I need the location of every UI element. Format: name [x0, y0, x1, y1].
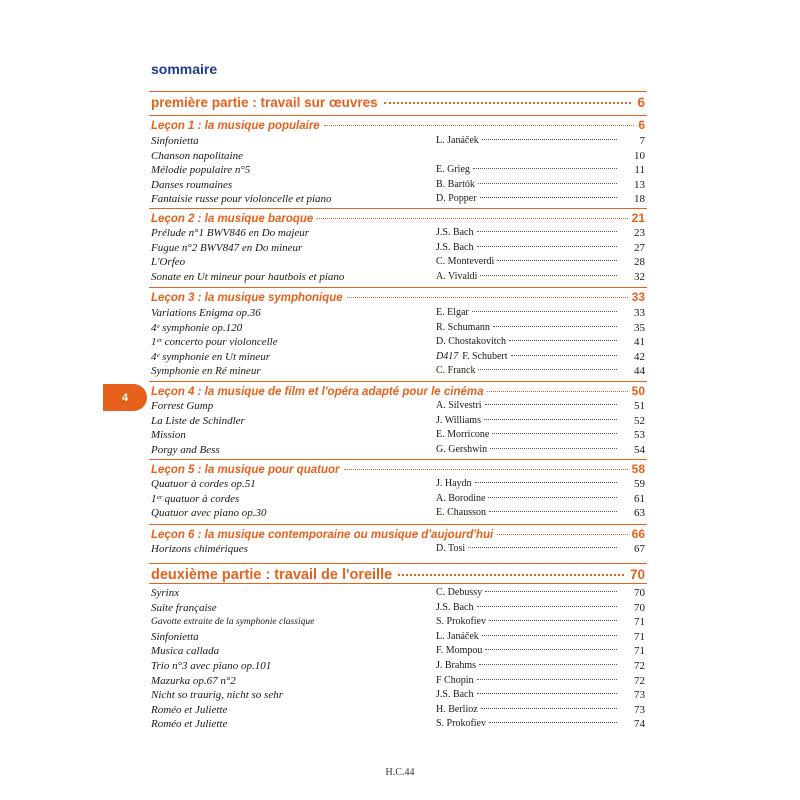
composer-cell	[436, 718, 617, 729]
toc-entry[interactable]	[151, 616, 645, 630]
composer-cell	[436, 351, 617, 362]
entry-page: 73	[634, 689, 645, 702]
entry-page: 35	[634, 321, 645, 334]
entry-page: 18	[634, 193, 645, 206]
toc-entry[interactable]	[151, 256, 645, 270]
footer-reference: H.C.44	[385, 767, 415, 778]
dot-leader	[468, 547, 617, 548]
lesson-title: Leçon 5 : la musique pour quatuor	[151, 464, 340, 476]
page-title: sommaire	[151, 61, 218, 77]
dot-leader	[344, 469, 628, 470]
toc-entry[interactable]	[151, 322, 645, 336]
work-title: Danses roumaines	[151, 178, 233, 191]
toc-entry[interactable]	[151, 150, 645, 164]
work-title: Sinfonietta	[151, 630, 199, 643]
toc-entry[interactable]	[151, 365, 645, 379]
entry-page: 10	[634, 149, 645, 162]
dot-leader	[490, 448, 617, 449]
composer-cell	[436, 602, 617, 613]
toc-entry[interactable]	[151, 478, 645, 492]
composer-name: J. Brahms	[436, 660, 476, 671]
composer-name: D. Chostakovitch	[436, 336, 506, 348]
toc-entry[interactable]	[151, 602, 645, 616]
lesson-heading[interactable]	[151, 211, 645, 225]
dot-leader	[511, 355, 617, 356]
entry-page: 42	[634, 350, 645, 363]
composer-name: D. Tosi	[436, 543, 466, 554]
work-title: Horizons chimériques	[151, 543, 248, 555]
toc-entry[interactable]	[151, 718, 645, 732]
work-title: 1ᵉʳ concerto pour violoncelle	[151, 336, 278, 349]
composer-cell	[436, 587, 617, 598]
work-title: Trio n°3 avec piano op.101	[151, 660, 272, 672]
toc-entry[interactable]	[151, 271, 645, 285]
entry-page: 70	[634, 601, 645, 614]
entry-page: 11	[634, 164, 645, 177]
dot-leader	[482, 635, 617, 636]
entry-page: 41	[634, 336, 645, 349]
composer-name: E. Chausson	[436, 507, 486, 519]
toc-entry[interactable]	[151, 675, 645, 689]
entry-page: 71	[634, 616, 645, 629]
dot-leader	[493, 326, 617, 327]
composer-cell	[436, 271, 617, 282]
composer-cell	[436, 631, 617, 642]
part-title: première partie : travail sur œuvres	[151, 95, 378, 110]
composer-name: B. Bartók	[436, 178, 475, 190]
lesson-heading[interactable]	[151, 290, 645, 304]
work-title: Sinfonietta	[151, 135, 199, 147]
lesson-page: 50	[631, 384, 645, 398]
composer-cell	[436, 179, 617, 190]
entry-page: 32	[634, 270, 645, 283]
dot-leader	[479, 664, 617, 665]
composer-cell	[436, 689, 617, 700]
composer-cell	[436, 415, 617, 426]
composer-cell	[436, 660, 617, 671]
toc-entry[interactable]	[151, 493, 645, 507]
composer-cell	[436, 164, 617, 175]
entry-page: 61	[634, 492, 645, 505]
work-title: 4ᵉ symphonie op.120	[151, 321, 243, 334]
entry-page: 52	[634, 414, 645, 427]
toc-entry[interactable]	[151, 227, 645, 241]
toc-entry[interactable]	[151, 631, 645, 645]
dot-leader	[477, 606, 618, 607]
composer-cell	[436, 135, 617, 146]
toc-entry[interactable]	[151, 660, 645, 674]
lesson-heading[interactable]	[151, 462, 645, 476]
toc-entry[interactable]	[151, 164, 645, 178]
composer-cell	[436, 543, 617, 554]
composer-name: A. Vivaldi	[436, 270, 478, 282]
work-title: Forrest Gump	[151, 400, 214, 412]
work-title: L'Orfeo	[151, 256, 186, 269]
entry-page: 70	[634, 587, 645, 599]
entry-page: 72	[634, 674, 645, 687]
composer-cell	[436, 336, 617, 347]
entry-page: 27	[634, 241, 645, 254]
composer-cell	[436, 493, 617, 504]
dot-leader	[489, 620, 617, 621]
composer-name: S. Prokofiev	[436, 616, 486, 628]
toc-entry[interactable]	[151, 543, 645, 557]
composer-name: J.S. Bach	[436, 689, 474, 701]
dot-leader	[473, 168, 617, 169]
lesson-title: Leçon 3 : la musique symphonique	[151, 292, 343, 304]
composer-cell	[436, 193, 617, 204]
toc-entry[interactable]	[151, 587, 645, 601]
dot-leader	[481, 708, 617, 709]
entry-page: 51	[634, 400, 645, 412]
toc-entry[interactable]	[151, 135, 645, 149]
lesson-page: 21	[631, 211, 645, 225]
work-title: Chanson napolitaine	[151, 149, 243, 162]
entry-page: 28	[634, 256, 645, 269]
lesson-title: Leçon 6 : la musique contemporaine ou musique d'aujourd'hui	[151, 529, 494, 541]
composer-cell	[436, 645, 617, 656]
composer-name: C. Monteverdi	[436, 256, 495, 268]
composer-name: H. Berlioz	[436, 703, 478, 715]
toc-entry[interactable]	[151, 400, 645, 414]
divider-line	[149, 91, 647, 92]
composer-cell	[436, 675, 617, 686]
composer-name: C. Debussy	[436, 587, 483, 598]
dot-leader	[492, 433, 617, 434]
catalog-number: D417	[436, 350, 459, 362]
composer-name: J.S. Bach	[436, 601, 474, 613]
entry-page: 23	[634, 227, 645, 239]
entry-page: 63	[634, 507, 645, 520]
toc-entry[interactable]	[151, 689, 645, 703]
part-page: 6	[637, 95, 645, 110]
dot-leader	[398, 574, 624, 576]
divider-line	[149, 459, 647, 460]
composer-cell	[436, 227, 617, 238]
work-title: 4ᵉ symphonie en Ut mineur	[151, 350, 270, 363]
lesson-title: Leçon 2 : la musique baroque	[151, 213, 314, 225]
work-title: Quatuor à cordes op.51	[151, 478, 256, 490]
dot-leader	[487, 391, 627, 392]
dot-leader	[324, 125, 635, 126]
composer-name: A. Silvestri	[436, 400, 482, 411]
composer-name: E. Elgar	[436, 307, 469, 318]
composer-name: F. Schubert	[462, 350, 508, 362]
entry-page: 74	[634, 718, 645, 731]
work-title: Symphonie en Ré mineur	[151, 365, 261, 378]
composer-name: S. Prokofiev	[436, 718, 486, 730]
work-title: Variations Enigma op.36	[151, 307, 261, 319]
entry-page: 33	[634, 307, 645, 319]
divider-line	[149, 563, 647, 564]
composer-name: F Chopin	[436, 674, 474, 686]
entry-page: 71	[634, 630, 645, 643]
composer-name: G. Gershwin	[436, 443, 488, 455]
divider-line	[149, 208, 647, 209]
composer-name: E. Morricone	[436, 429, 490, 441]
work-title: Suite française	[151, 601, 217, 614]
work-title: Quatuor avec piano op.30	[151, 507, 267, 520]
work-title: Mélodie populaire n°5	[151, 164, 251, 177]
entry-page: 7	[639, 135, 645, 147]
composer-cell	[436, 365, 617, 376]
work-title: Fugue n°2 BWV847 en Do mineur	[151, 241, 303, 254]
composer-name: E. Grieg	[436, 164, 470, 176]
dot-leader	[477, 246, 618, 247]
dot-leader	[497, 260, 617, 261]
dot-leader	[509, 340, 617, 341]
toc-entry[interactable]	[151, 507, 645, 521]
composer-name: J.S. Bach	[436, 227, 474, 238]
toc-entry[interactable]	[151, 351, 645, 365]
part-heading[interactable]	[151, 95, 645, 110]
dot-leader	[317, 218, 627, 219]
toc-entry[interactable]	[151, 704, 645, 718]
dot-leader	[489, 722, 617, 723]
lesson-page: 58	[631, 462, 645, 476]
work-title: Porgy and Bess	[151, 443, 220, 456]
work-title: Gavotte extraite de la symphonie classique	[151, 617, 315, 628]
composer-name: J. Haydn	[436, 478, 472, 489]
dot-leader	[472, 311, 617, 312]
work-title: Fantaisie russe pour violoncelle et piano	[151, 193, 332, 206]
composer-name: L. Janáček	[436, 135, 479, 146]
part-title: deuxième partie : travail de l'oreille	[151, 567, 393, 583]
work-title: Roméo et Juliette	[151, 703, 228, 716]
toc-entry[interactable]	[151, 179, 645, 193]
composer-cell	[436, 242, 617, 253]
dot-leader	[485, 649, 617, 650]
divider-line	[149, 115, 647, 116]
dot-leader	[478, 183, 617, 184]
dot-leader	[485, 591, 617, 592]
work-title: Syrinx	[151, 587, 180, 599]
work-title: Nicht so traurig, nicht so sehr	[151, 689, 284, 702]
work-title: Roméo et Juliette	[151, 718, 228, 731]
composer-cell	[436, 478, 617, 489]
toc-entry[interactable]	[151, 242, 645, 256]
entry-page: 72	[634, 660, 645, 672]
lesson-heading[interactable]	[151, 384, 645, 398]
toc-entry[interactable]	[151, 444, 645, 458]
lesson-page: 66	[631, 527, 645, 541]
entry-page: 44	[634, 365, 645, 378]
composer-cell	[436, 322, 617, 333]
composer-cell	[436, 704, 617, 715]
page-number-tab: 4	[103, 384, 147, 411]
dot-leader	[497, 534, 627, 535]
dot-leader	[488, 497, 617, 498]
work-title: Mission	[151, 429, 186, 442]
toc-entry[interactable]	[151, 193, 645, 207]
composer-name: F. Mompou	[436, 645, 483, 657]
dot-leader	[480, 197, 617, 198]
work-title: Musica callada	[151, 645, 220, 658]
dot-leader	[489, 511, 617, 512]
composer-name: J. Williams	[436, 414, 481, 426]
dot-leader	[475, 482, 617, 483]
dot-leader	[482, 139, 617, 140]
composer-cell	[436, 616, 617, 627]
entry-page: 73	[634, 703, 645, 716]
part-page: 70	[629, 567, 645, 582]
dot-leader	[477, 679, 617, 680]
composer-cell	[436, 429, 617, 440]
lesson-heading[interactable]	[151, 118, 645, 132]
toc-entry[interactable]	[151, 336, 645, 350]
toc-entry[interactable]	[151, 307, 645, 321]
dot-leader	[477, 693, 618, 694]
entry-page: 13	[634, 178, 645, 191]
work-title: La Liste de Schindler	[151, 414, 245, 427]
dot-leader	[347, 297, 628, 298]
divider-line	[149, 381, 647, 382]
composer-name: A. Borodine	[436, 492, 486, 504]
entry-page: 59	[634, 478, 645, 490]
composer-name: D. Popper	[436, 193, 477, 205]
dot-leader	[485, 404, 617, 405]
composer-cell	[436, 507, 617, 518]
work-title: Prélude n°1 BWV846 en Do majeur	[151, 227, 310, 239]
lesson-page: 6	[638, 118, 645, 132]
composer-name: R. Schumann	[436, 321, 490, 333]
composer-name: L. Janáček	[436, 630, 479, 642]
toc-entry[interactable]	[151, 429, 645, 443]
composer-cell	[436, 307, 617, 318]
composer-name: J.S. Bach	[436, 241, 474, 253]
divider-line	[149, 524, 647, 525]
dot-leader	[384, 102, 632, 104]
toc-entry[interactable]	[151, 415, 645, 429]
toc-entry[interactable]	[151, 645, 645, 659]
lesson-title: Leçon 1 : la musique populaire	[151, 120, 320, 132]
dot-leader	[478, 369, 617, 370]
entry-page: 67	[634, 543, 645, 555]
dot-leader	[484, 419, 617, 420]
lesson-heading[interactable]	[151, 527, 645, 541]
divider-line	[149, 583, 647, 584]
work-title: Sonate en Ut mineur pour hautbois et piano	[151, 270, 345, 283]
composer-cell	[436, 444, 617, 455]
composer-cell	[436, 256, 617, 267]
entry-page: 54	[634, 443, 645, 456]
dot-leader	[477, 231, 618, 232]
lesson-title: Leçon 4 : la musique de film et l'opéra adapté pour le cinéma	[151, 386, 484, 398]
composer-cell	[436, 400, 617, 411]
dot-leader	[480, 275, 617, 276]
divider-line	[149, 287, 647, 288]
work-title: Mazurka op.67 n°2	[151, 674, 236, 687]
work-title: 1ᵉʳ quatuor à cordes	[151, 492, 240, 505]
entry-page: 71	[634, 645, 645, 658]
lesson-page: 33	[631, 290, 645, 304]
entry-page: 53	[634, 429, 645, 442]
part-heading[interactable]	[151, 567, 645, 583]
composer-name: C. Franck	[436, 365, 476, 377]
